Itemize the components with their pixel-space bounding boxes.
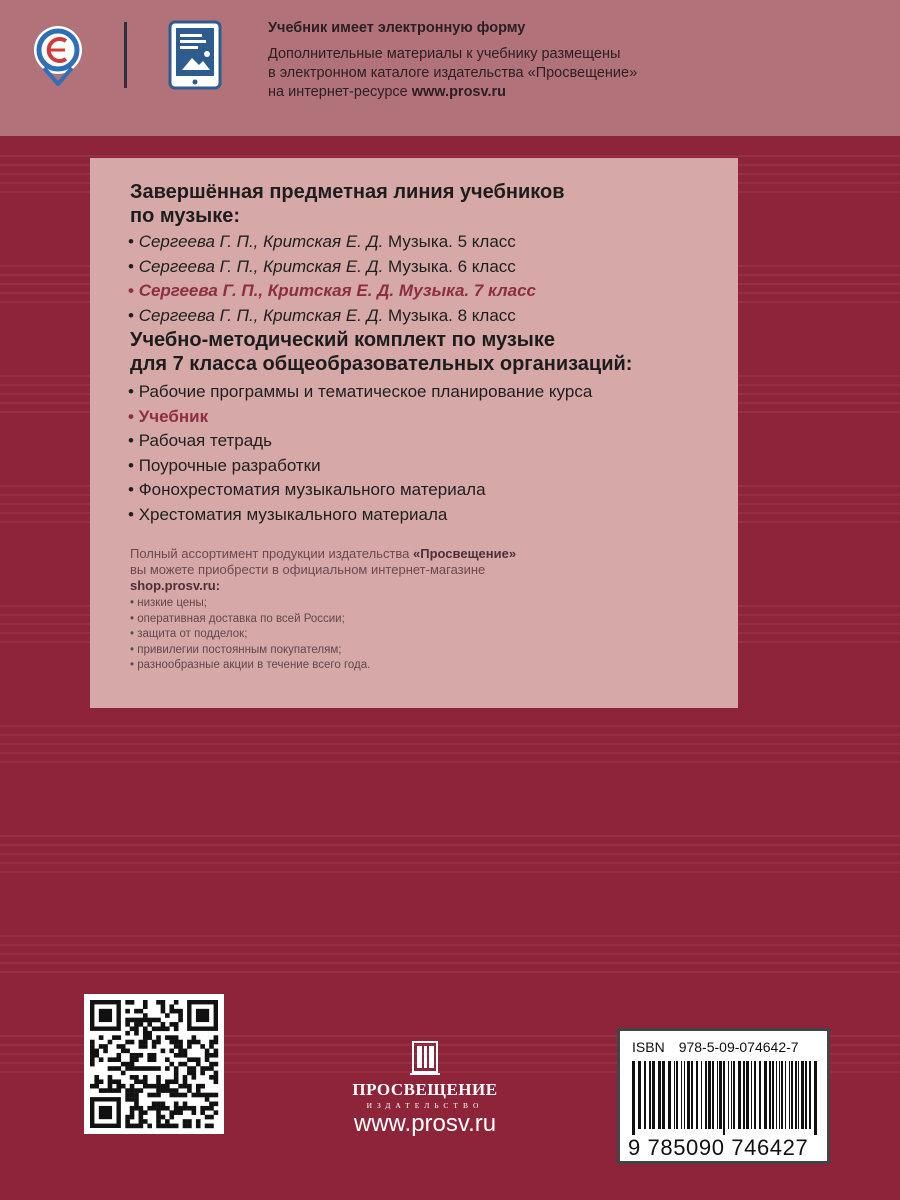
series-book-list	[128, 230, 536, 328]
barcode-digits: 9 785090 746427	[628, 1135, 809, 1160]
e-textbook-logo-icon	[30, 24, 86, 86]
list-item: • Хрестоматия музыкального материала	[128, 504, 448, 524]
barcode-icon	[630, 1061, 817, 1135]
publisher-url[interactable]: www.prosv.ru	[353, 1110, 497, 1137]
publisher-logo	[320, 1040, 530, 1110]
list-item: • разнообразные акции в течение всего года.	[130, 659, 371, 671]
list-item-current: • Сергеева Г. П., Критская Е. Д. Музыка. 7 класс	[128, 281, 536, 300]
top-info-band	[0, 0, 900, 136]
series-heading: Завершённая предметная линия учебников по музыке:	[130, 181, 565, 227]
e-form-line-2: в электронном каталоге издательства «Просвещение»	[268, 65, 638, 81]
publisher-emblem-icon	[410, 1040, 440, 1076]
list-item-current: • Учебник	[128, 406, 209, 426]
isbn-number: 978-5-09-074642-7	[678, 1039, 799, 1055]
list-item: • Фонохрестоматия музыкального материала	[128, 480, 486, 499]
kit-list	[128, 380, 592, 527]
kit-heading: Учебно-методический комплект по музыке для 7 класса общеобразовательных организаций:	[130, 329, 633, 375]
list-item: • Сергеева Г. П., Критская Е. Д. Музыка. 5 класс	[128, 232, 516, 251]
header-divider	[124, 22, 127, 88]
shop-url[interactable]: shop.prosv.ru	[130, 578, 216, 593]
isbn-label: ISBN 978-5-09-074642-7	[632, 1039, 799, 1055]
e-form-title: Учебник имеет электронную форму	[268, 20, 526, 36]
e-form-notice	[268, 20, 888, 102]
isbn-barcode	[617, 1028, 830, 1164]
qr-code-icon	[84, 994, 224, 1134]
list-item: • Рабочие программы и тематическое планирование курса	[128, 382, 593, 401]
e-form-line-1: Дополнительные материалы к учебнику размещены	[268, 46, 621, 62]
shop-benefits-list	[130, 596, 370, 674]
e-form-line-3: на интернет-ресурсе	[268, 84, 412, 100]
list-item: • привилегии постоянным покупателям;	[130, 643, 342, 656]
shop-notice: Полный ассортимент продукции издательства «Просвещение» вы можете приобрести в официальном интернет-магазине shop.prosv.ru:	[130, 546, 517, 593]
list-item: • Сергеева Г. П., Критская Е. Д. Музыка. 6 класс	[128, 256, 516, 276]
qr-code[interactable]	[84, 994, 224, 1134]
tablet-icon	[168, 20, 222, 90]
publisher-subtitle: ИЗДАТЕЛЬСТВО	[366, 1101, 484, 1110]
publisher-name: ПРОСВЕЩЕНИЕ	[352, 1080, 498, 1099]
list-item: • Рабочая тетрадь	[128, 431, 272, 450]
content-panel	[90, 158, 738, 708]
list-item: • защита от подделок;	[130, 628, 248, 640]
prosv-url-top[interactable]: www.prosv.ru	[411, 84, 507, 100]
list-item: • низкие цены;	[130, 597, 207, 609]
list-item: • оперативная доставка по всей России;	[130, 612, 345, 625]
list-item: • Сергеева Г. П., Критская Е. Д. Музыка. 8 класс	[128, 305, 516, 325]
list-item: • Поурочные разработки	[128, 455, 321, 475]
